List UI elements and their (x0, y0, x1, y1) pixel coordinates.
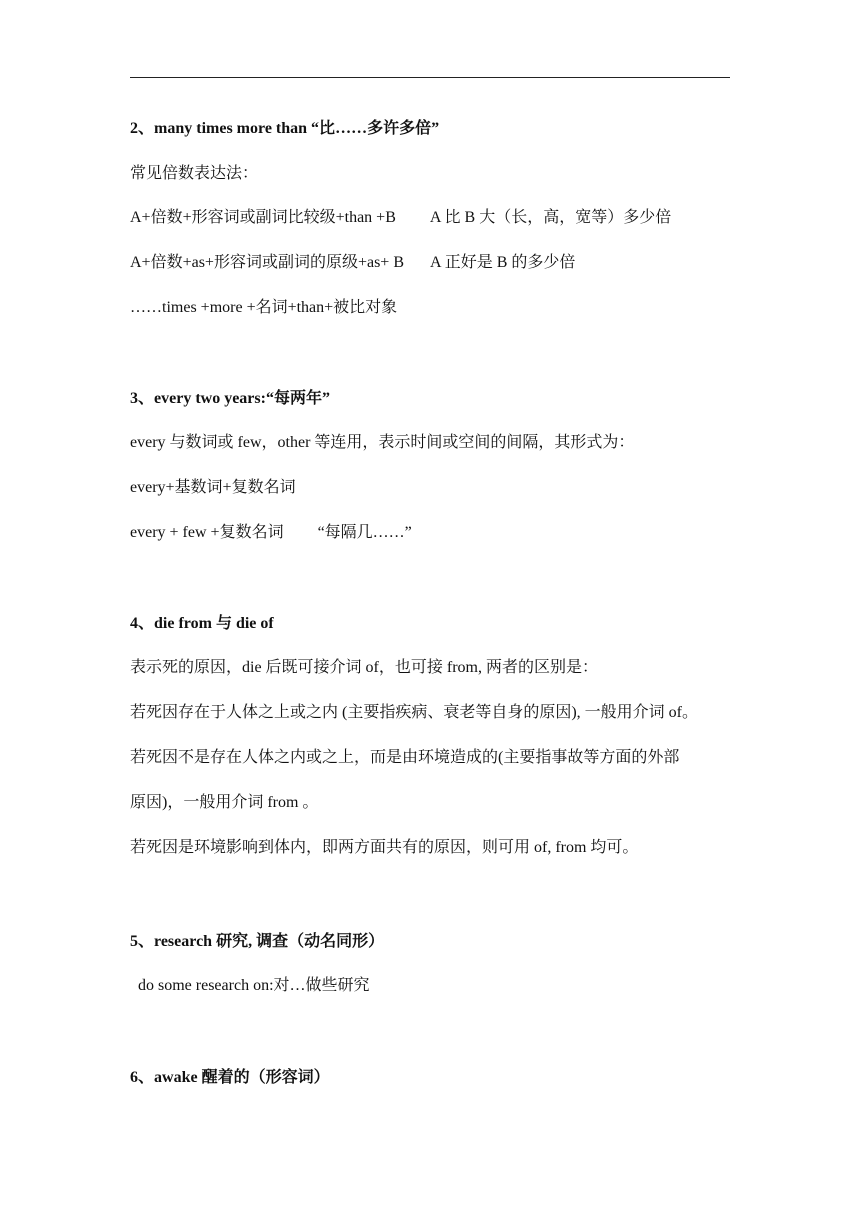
heading-cn: 与 (215, 613, 232, 632)
formula-meaning: “每隔几……” (317, 524, 412, 541)
section-5-heading (130, 931, 384, 952)
heading-en: research (154, 933, 217, 950)
section-2-line-2 (130, 208, 671, 228)
heading-tail: ” (431, 120, 440, 137)
heading-number: 4、 (130, 615, 155, 632)
section-2-line-1: 常见倍数表达法： (130, 163, 259, 182)
section-2-line-4: ……times +more +名词+than+被比对象 (130, 299, 398, 316)
formula-meaning: A 正好是 B 的多少倍 (430, 254, 576, 271)
heading-number: 5、 (130, 933, 155, 950)
section-4-line-5: 若死因是环境影响到体内，即两方面共有的原因，则可用 of, from 均可。 (130, 839, 639, 856)
header-rule (130, 77, 730, 78)
heading-number: 3、 (130, 390, 155, 407)
heading-en: die from (154, 615, 216, 632)
heading-number: 6、 (130, 1069, 155, 1086)
section-4-heading (130, 613, 274, 634)
heading-en: many times more than “ (154, 120, 320, 137)
heading-cn: 醒着的（形容词） (201, 1067, 330, 1086)
heading-en: , (248, 933, 257, 950)
heading-en: …… (335, 120, 368, 137)
heading-cn: 多许多倍 (367, 118, 432, 137)
formula-meaning: A 比 B 大（长，高，宽等）多少倍 (429, 209, 672, 226)
heading-tail: ” (321, 390, 330, 407)
heading-number: 2、 (130, 120, 155, 137)
section-4-line-2: 若死因存在于人体之上或之内 (主要指疾病、衰老等自身的原因), 一般用介词 of。 (130, 704, 698, 721)
formula-text: A+倍数+形容词或副词比较级+than +B (130, 209, 396, 226)
section-6-heading (130, 1067, 330, 1088)
heading-cn: 研究 (216, 931, 249, 950)
heading-cn: 比 (319, 118, 336, 137)
formula-text: A+倍数+as+形容词或副词的原级+as+ B (130, 254, 405, 271)
section-4-line-1: 表示死的原因，die 后既可接介词 of，也可接 from, 两者的区别是： (130, 659, 598, 676)
section-4-line-4: 原因)，一般用介词 from 。 (130, 794, 319, 811)
section-2-heading (130, 118, 439, 139)
heading-en: die of (231, 615, 274, 632)
section-3-heading (130, 388, 330, 409)
section-4-line-3: 若死因不是存在人体之内或之上，而是由环境造成的(主要指事故等方面的外部 (130, 749, 680, 766)
section-3-line-1: every 与数词或 few，other 等连用，表示时间或空间的间隔，其形式为： (130, 434, 635, 451)
formula-text: every + few +复数名词 (130, 524, 284, 541)
section-3-line-2: every+基数词+复数名词 (130, 479, 296, 496)
heading-cn: 每两年 (273, 388, 322, 407)
heading-en: every two years:“ (154, 390, 274, 407)
heading-en: awake (154, 1069, 202, 1086)
heading-cn: 调查（动名同形） (256, 931, 385, 950)
section-2-line-3 (130, 253, 575, 273)
section-3-line-3 (130, 523, 412, 543)
section-5-line-1: do some research on:对…做些研究 (138, 977, 370, 994)
